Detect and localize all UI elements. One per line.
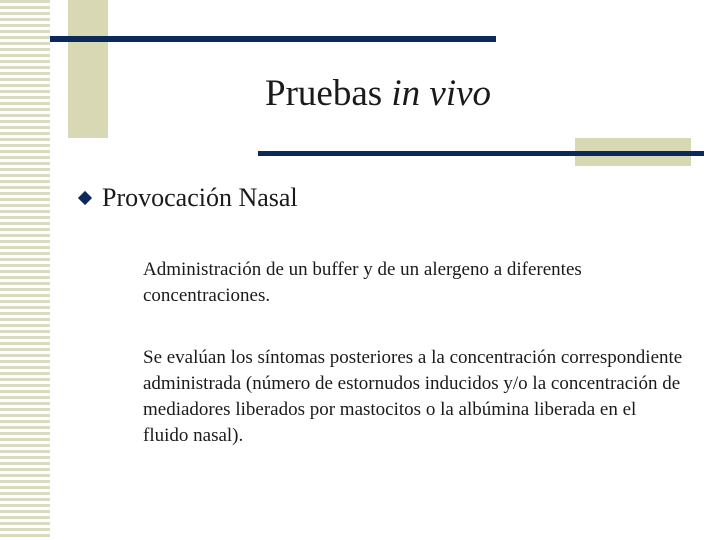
left-stripe-decoration [0,0,50,540]
title-italic: in vivo [391,73,492,114]
title-bottom-bar [258,151,704,156]
paragraph-2: Se evalúan los síntomas posteriores a la concentración correspondiente administrada (número de estornudos inducidos y/o la concentración de mediadores liberados por mastocitos o la albúmina liberada en el fluido nasal). [143,347,683,446]
bullet-text: Provocación Nasal [102,183,298,212]
beige-block-top [68,0,108,138]
slide-title [265,70,491,118]
diamond-bullet-icon [78,191,92,205]
title-main: Pruebas [265,73,383,114]
bullet-item [78,180,298,216]
paragraph-1: Administración de un buffer y de un alergeno a diferentes concentraciones. [143,259,582,306]
title-top-bar [50,36,496,42]
